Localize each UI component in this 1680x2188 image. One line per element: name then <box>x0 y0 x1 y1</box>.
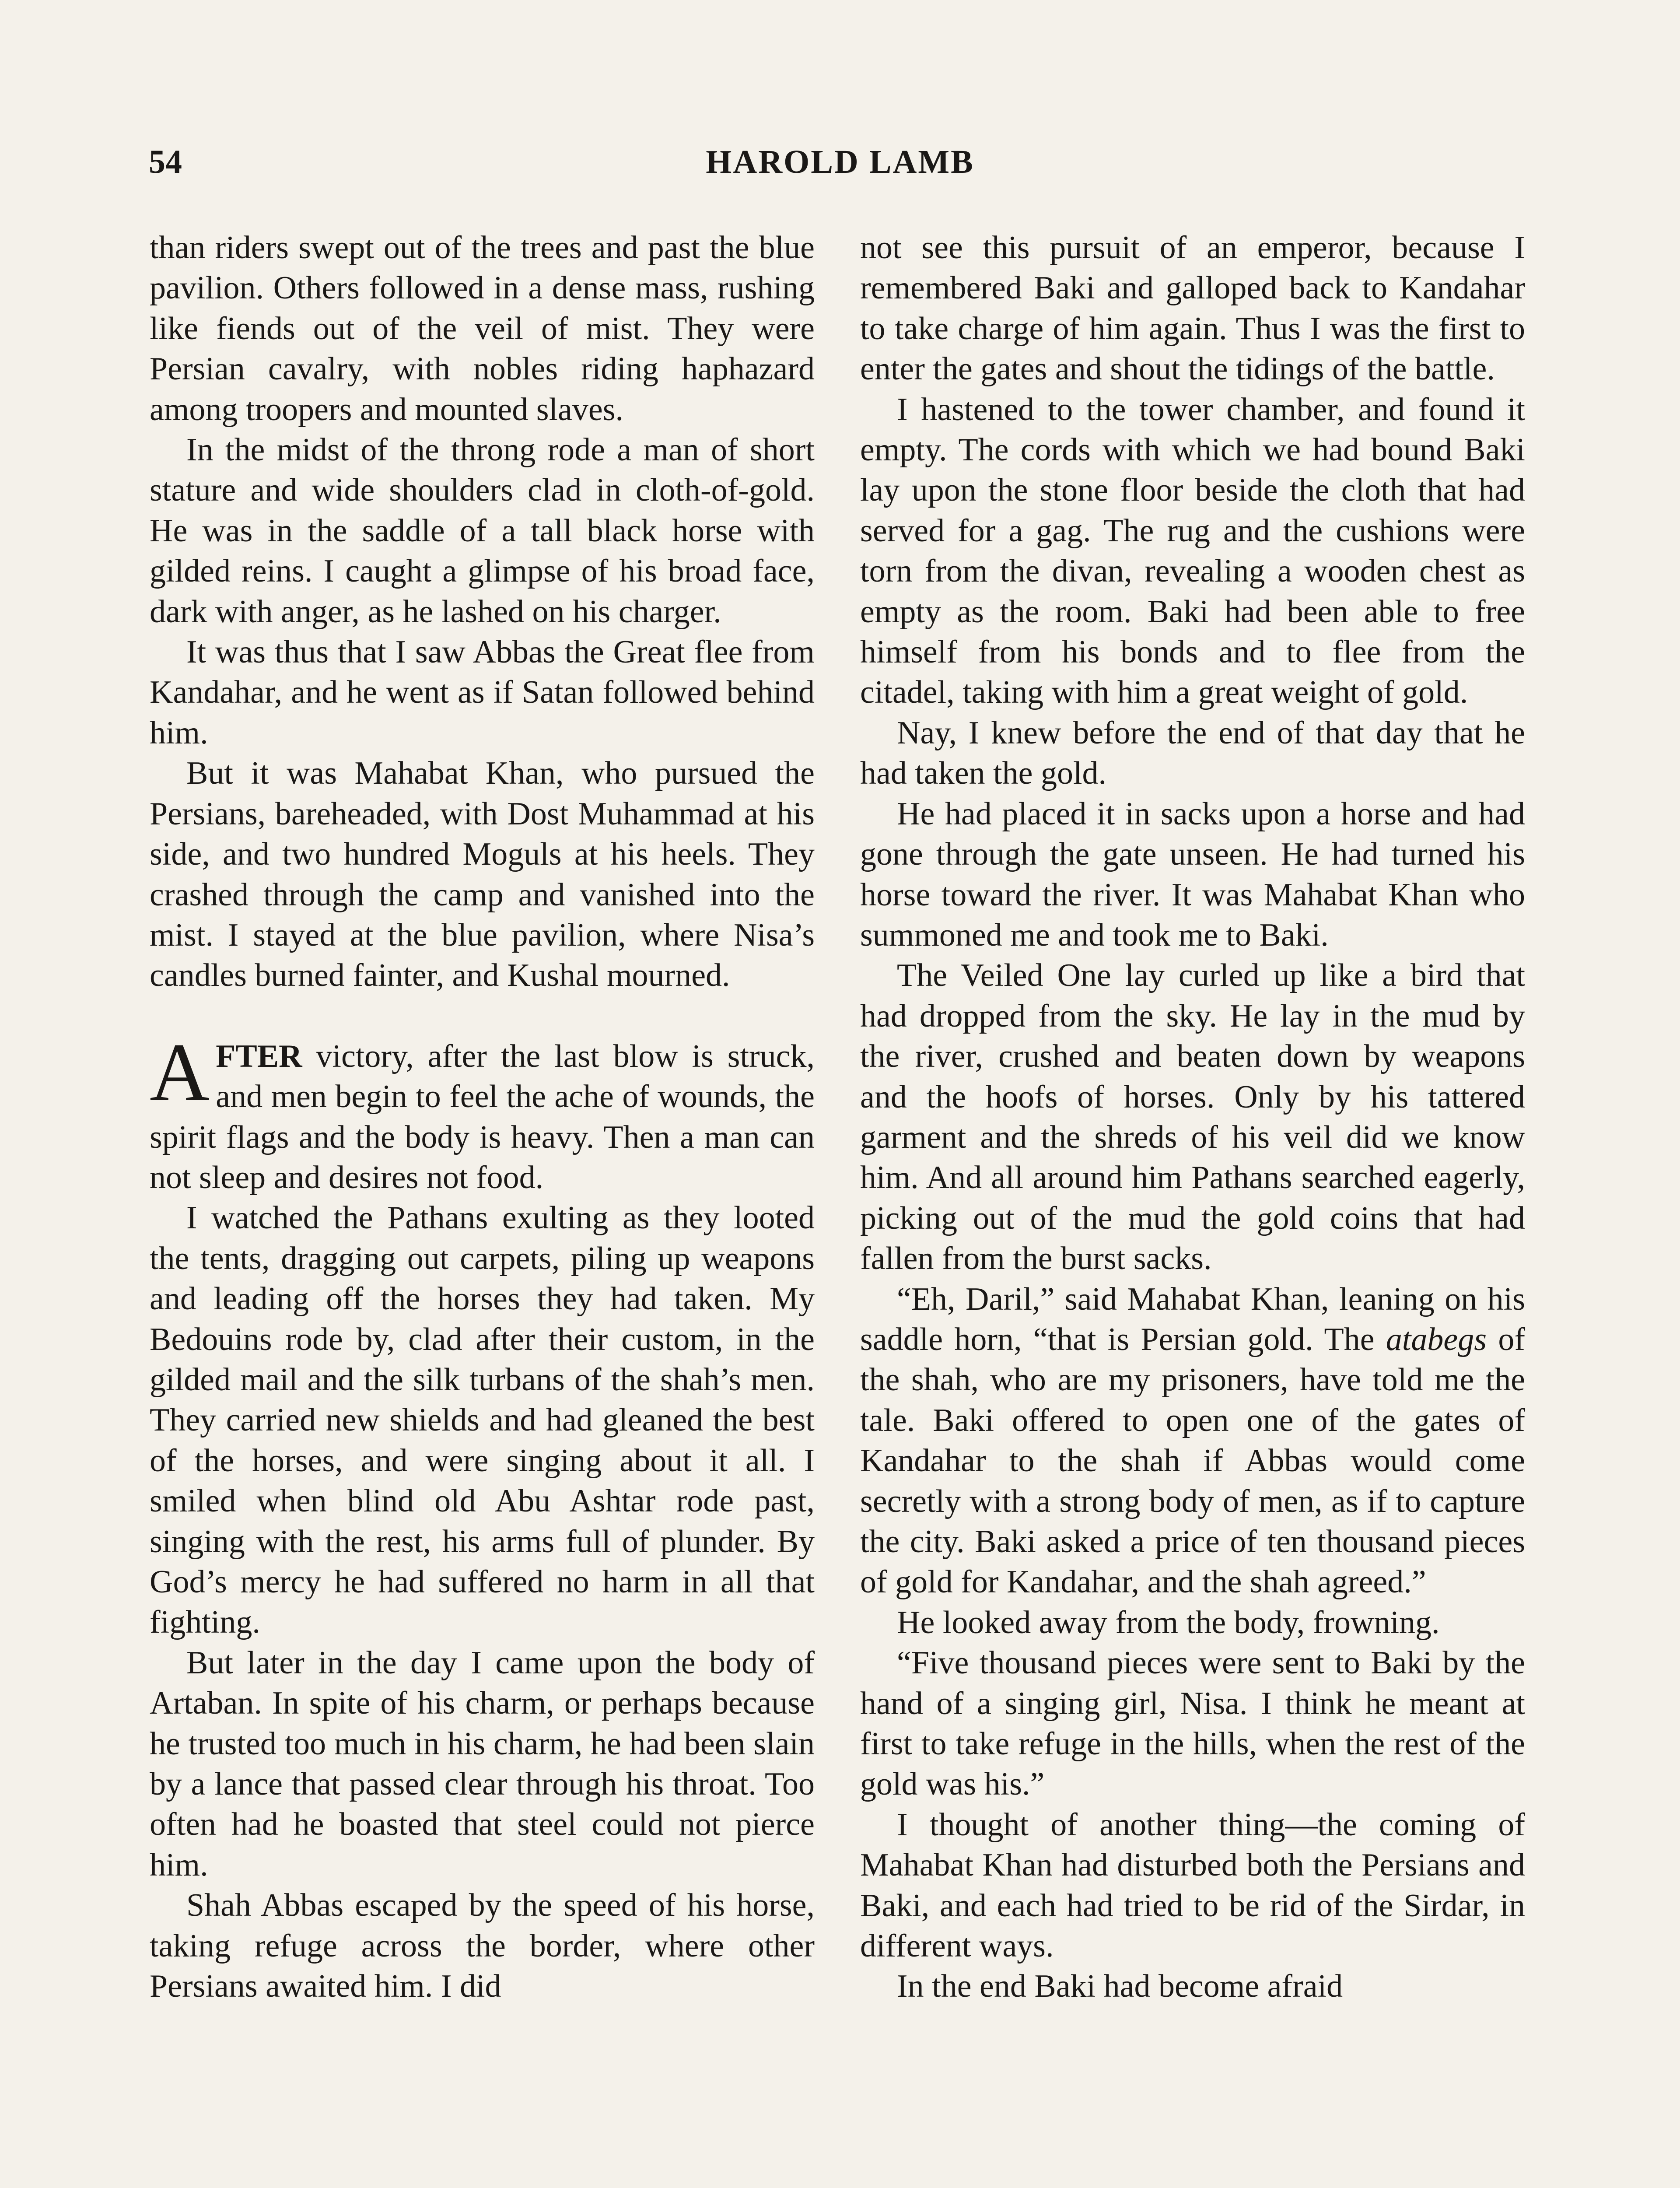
paragraph: But it was Mahabat Khan, who pursued the Persians, bareheaded, with Dost Muhammad at his side, and two hundred Moguls at his heels. They crashed through the camp and vanished into the mist. I stayed at the blue pavilion, where Nisa’s candles burned fainter, and Kushal mourned. <box>150 755 815 994</box>
paragraph: I watched the Pathans exulting as they looted the tents, dragging out carpets, piling up weapons and leading off the horses they had taken. My Bedouins rode by, clad after their custom, in the gilded mail and the silk turbans of the shah’s men. They carried new shields and had gleaned the best of the horses, and were singing about it all. I smiled when blind old Abu Ashtar rode past, singing with the rest, his arms full of plunder. By God’s mercy he had suffered no harm in all that fighting. <box>150 1200 815 1641</box>
paragraph: I thought of another thing—the coming of Mahabat Khan had disturbed both the Persians and Baki, and each had tried to be rid of the Sirdar, in different ways. <box>860 1806 1525 1964</box>
paragraph-text: “Eh, Daril,” said Mahabat Khan, leaning on his saddle horn, “that is Persian gold. The <box>860 1281 1525 1357</box>
page-header <box>149 136 1531 188</box>
italic-term: atabegs <box>1386 1321 1487 1357</box>
paragraph: It was thus that I saw Abbas the Great flee from Kandahar, and he went as if Satan followed behind him. <box>150 634 815 751</box>
paragraph: Nay, I knew before the end of that day that he had taken the gold. <box>860 715 1525 792</box>
paragraph: In the midst of the throng rode a man of short stature and wide shoulders clad in cloth-of-gold. He was in the saddle of a tall black horse with gilded reins. I caught a glimpse of his broad face, dark with anger, as he lashed on his charger. <box>150 432 815 630</box>
paragraph: I hastened to the tower chamber, and found it empty. The cords with which we had bound Baki lay upon the stone floor beside the cloth that had served for a gag. The rug and the cushions were torn from the divan, revealing a wooden chest as empty as the room. Baki had been able to free himself from his bonds and to flee from the citadel, taking with him a great weight of gold. <box>860 391 1525 711</box>
paragraph: But later in the day I came upon the body of Artaban. In spite of his charm, or perhaps because he trusted too much in his charm, he had been slain by a lance that passed clear through his throat. Too often had he boasted that steel could not pierce him. <box>150 1645 815 1883</box>
drop-cap: A <box>150 1026 210 1119</box>
paragraph: In the end Baki had become afraid <box>897 1968 1343 2005</box>
left-column <box>150 228 815 2006</box>
section-opening-paragraph <box>150 1026 815 1198</box>
paragraph: than riders swept out of the trees and past the blue pavilion. Others followed in a dense mass, rushing like fiends out of the veil of mist. They were Persian cavalry, with nobles riding haphazard among troopers and mounted slaves. <box>150 230 815 428</box>
running-head-author: HAROLD LAMB <box>706 144 974 180</box>
paragraph-text: victory, after the last blow is struck, and men begin to feel the ache of wounds, the spirit flags and the body is heavy. Then a man can not sleep and desires not food. <box>150 1038 815 1196</box>
paragraph: He looked away from the body, frowning. <box>897 1604 1440 1641</box>
page-number: 54 <box>149 144 182 180</box>
lead-word: FTER <box>216 1038 302 1074</box>
paragraph: He had placed it in sacks upon a horse and had gone through the gate unseen. He had turned his horse toward the river. It was Mahabat Khan who summoned me and took me to Baki. <box>860 796 1525 953</box>
right-column <box>860 228 1525 2007</box>
paragraph: Shah Abbas escaped by the speed of his horse, taking refuge across the border, where other Persians awaited him. I did <box>150 1887 815 2005</box>
paragraph: not see this pursuit of an emperor, because I remembered Baki and galloped back to Kandahar to take charge of him again. Thus I was the first to enter the gates and shout the tidings of the battle. <box>860 230 1525 387</box>
paragraph-text: of the shah, who are my prisoners, have told me the tale. Baki offered to open one of the gates of Kandahar to the shah if Abbas would come secretly with a strong body of men, as if to capture the city. Baki asked a price of ten thousand pieces of gold for Kandahar, and the shah agreed.” <box>860 1321 1525 1600</box>
paragraph: The Veiled One lay curled up like a bird that had dropped from the sky. He lay in the mud by the river, crushed and beaten down by weapons and the hoofs of horses. Only by his tattered garment and the shreds of his veil did we know him. And all around him Pathans searched eagerly, picking out of the mud the gold coins that had fallen from the burst sacks. <box>860 957 1525 1277</box>
section-break <box>150 996 815 1036</box>
paragraph <box>860 1279 1525 1602</box>
paragraph: “Five thousand pieces were sent to Baki by the hand of a singing girl, Nisa. I think he meant at first to take refuge in the hills, when the rest of the gold was his.” <box>860 1645 1525 1802</box>
